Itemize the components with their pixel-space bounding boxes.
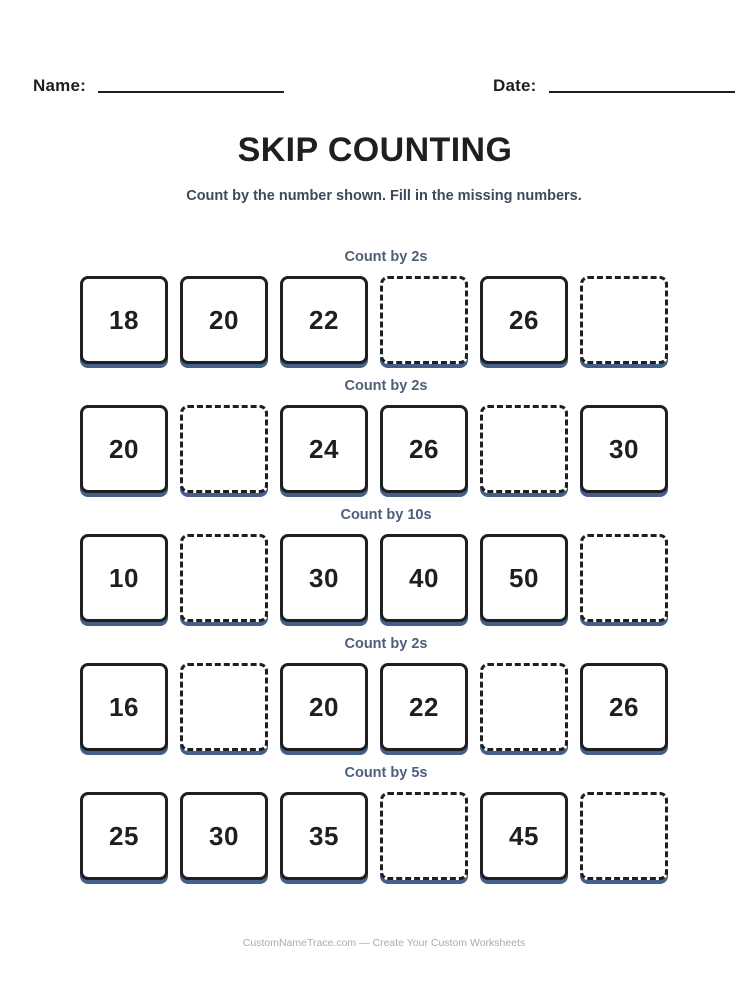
blank-answer-box[interactable] xyxy=(580,276,668,364)
box-value: 26 xyxy=(409,433,439,464)
number-box xyxy=(480,792,568,880)
box-value: 30 xyxy=(609,433,639,464)
box-value: 25 xyxy=(109,820,139,851)
number-box xyxy=(480,534,568,622)
number-box xyxy=(380,405,468,493)
number-box xyxy=(280,663,368,751)
box-value: 26 xyxy=(509,304,539,335)
box-value: 20 xyxy=(309,691,339,722)
row-label: Count by 2s xyxy=(344,249,428,265)
number-box xyxy=(80,663,168,751)
number-box xyxy=(80,405,168,493)
row-label: Count by 2s xyxy=(344,378,428,394)
number-box xyxy=(380,534,468,622)
box-value: 20 xyxy=(109,433,139,464)
blank-answer-box[interactable] xyxy=(580,534,668,622)
number-box xyxy=(80,792,168,880)
number-box xyxy=(280,534,368,622)
box-value: 50 xyxy=(509,562,539,593)
worksheet-instructions: Count by the number shown. Fill in the missing numbers. xyxy=(186,188,582,204)
row-1 xyxy=(80,248,692,377)
box-value: 22 xyxy=(309,304,339,335)
worksheet-title: SKIP COUNTING xyxy=(237,131,513,169)
row-label: Count by 10s xyxy=(340,507,432,523)
number-box xyxy=(480,276,568,364)
number-box xyxy=(280,792,368,880)
box-value: 10 xyxy=(109,562,139,593)
number-box xyxy=(580,663,668,751)
row-label: Count by 2s xyxy=(344,636,428,652)
number-box xyxy=(80,534,168,622)
blank-answer-box[interactable] xyxy=(380,276,468,364)
name-label: Name: xyxy=(33,76,86,95)
date-line[interactable] xyxy=(549,91,735,93)
row-2 xyxy=(80,377,692,506)
box-value: 18 xyxy=(109,304,139,335)
blank-answer-box[interactable] xyxy=(180,663,268,751)
box-value: 24 xyxy=(309,433,339,464)
number-boxes xyxy=(80,276,668,364)
blank-answer-box[interactable] xyxy=(580,792,668,880)
number-boxes xyxy=(80,405,668,493)
box-value: 16 xyxy=(109,691,139,722)
row-3 xyxy=(80,506,692,635)
number-box xyxy=(380,663,468,751)
number-box xyxy=(580,405,668,493)
box-value: 26 xyxy=(609,691,639,722)
number-boxes xyxy=(80,534,668,622)
name-line[interactable] xyxy=(98,91,284,93)
blank-answer-box[interactable] xyxy=(180,405,268,493)
footer-credit: CustomNameTrace.com — Create Your Custom Worksheets xyxy=(242,937,526,949)
number-box xyxy=(280,276,368,364)
number-box xyxy=(180,792,268,880)
row-4 xyxy=(80,635,692,764)
name-field xyxy=(33,74,284,98)
worksheet-header xyxy=(33,74,736,98)
box-value: 30 xyxy=(309,562,339,593)
date-label: Date: xyxy=(493,76,537,95)
number-box xyxy=(80,276,168,364)
box-value: 35 xyxy=(309,820,339,851)
box-value: 45 xyxy=(509,820,539,851)
number-boxes xyxy=(80,663,668,751)
date-field xyxy=(493,74,735,98)
number-box xyxy=(280,405,368,493)
blank-answer-box[interactable] xyxy=(480,663,568,751)
number-box xyxy=(180,276,268,364)
box-value: 22 xyxy=(409,691,439,722)
number-boxes xyxy=(80,792,668,880)
blank-answer-box[interactable] xyxy=(180,534,268,622)
skip-counting-rows xyxy=(80,248,692,893)
blank-answer-box[interactable] xyxy=(480,405,568,493)
row-5 xyxy=(80,764,692,893)
box-value: 40 xyxy=(409,562,439,593)
row-label: Count by 5s xyxy=(344,765,428,781)
box-value: 30 xyxy=(209,820,239,851)
box-value: 20 xyxy=(209,304,239,335)
blank-answer-box[interactable] xyxy=(380,792,468,880)
